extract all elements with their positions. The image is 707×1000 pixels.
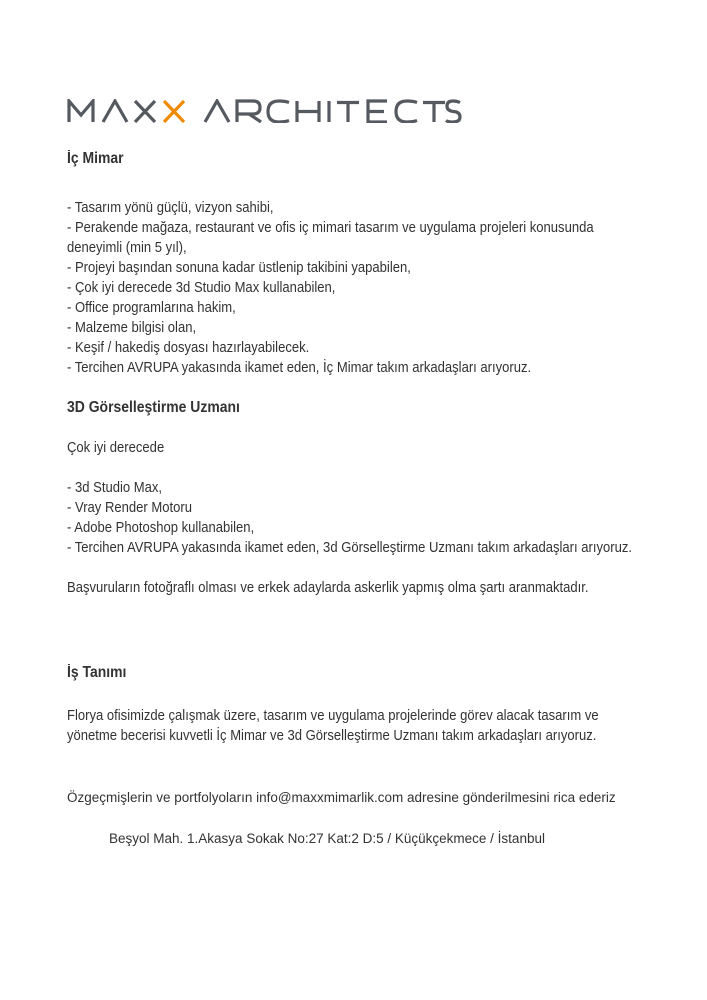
- requirement-line: deneyimli (min 5 yıl),: [67, 240, 187, 256]
- requirement-line: - Perakende mağaza, restaurant ve ofis iç mimari tasarım ve uygulama projeleri konusunda: [67, 220, 594, 236]
- requirement-line: - Office programlarına hakim,: [67, 300, 236, 316]
- description-line: yönetme becerisi kuvvetli İç Mimar ve 3d Görselleştirme Uzmanı takım arkadaşları arıyoruz.: [67, 728, 597, 744]
- requirement-line: - Tercihen AVRUPA yakasında ikamet eden, 3d Görselleştirme Uzmanı takım arkadaşları arıyoruz.: [67, 540, 633, 556]
- section-heading-interior-architect: İç Mimar: [67, 150, 124, 167]
- section-heading-3d-visualization: 3D Görselleştirme Uzmanı: [67, 399, 240, 416]
- interior-architect-requirements: [67, 198, 594, 378]
- 3d-visualization-requirements: [67, 478, 632, 558]
- requirement-line: - Malzeme bilgisi olan,: [67, 320, 197, 336]
- job-description-text: [67, 706, 599, 746]
- requirement-line: - Vray Render Motoru: [67, 500, 193, 516]
- requirement-line: - 3d Studio Max,: [67, 480, 163, 496]
- 3d-intro-text: Çok iyi derecede: [67, 440, 165, 456]
- requirement-line: - Çok iyi derecede 3d Studio Max kullanabilen,: [67, 280, 336, 296]
- description-line: Florya ofisimizde çalışmak üzere, tasarım ve uygulama projelerinde görev alacak tasarım ve: [67, 708, 599, 724]
- requirement-line: - Tasarım yönü güçlü, vizyon sahibi,: [67, 200, 274, 216]
- maxx-architects-logo: [67, 99, 462, 123]
- requirement-line: - Keşif / hakediş dosyası hazırlayabilecek.: [67, 340, 310, 356]
- section-heading-job-description: İş Tanımı: [67, 664, 127, 681]
- requirement-line: - Projeyi başından sonuna kadar üstlenip takibini yapabilen,: [67, 260, 411, 276]
- application-instructions: Özgeçmişlerin ve portfolyoların info@maxxmimarlik.com adresine gönderilmesini rica ederiz: [67, 790, 616, 805]
- application-condition-note: Başvuruların fotoğraflı olması ve erkek adaylarda askerlik yapmış olma şartı aranmaktadır.: [67, 580, 589, 596]
- office-address: Beşyol Mah. 1.Akasya Sokak No:27 Kat:2 D:5 / Küçükçekmece / İstanbul: [109, 831, 545, 846]
- requirement-line: - Adobe Photoshop kullanabilen,: [67, 520, 255, 536]
- requirement-line: - Tercihen AVRUPA yakasında ikamet eden, İç Mimar takım arkadaşları arıyoruz.: [67, 360, 532, 376]
